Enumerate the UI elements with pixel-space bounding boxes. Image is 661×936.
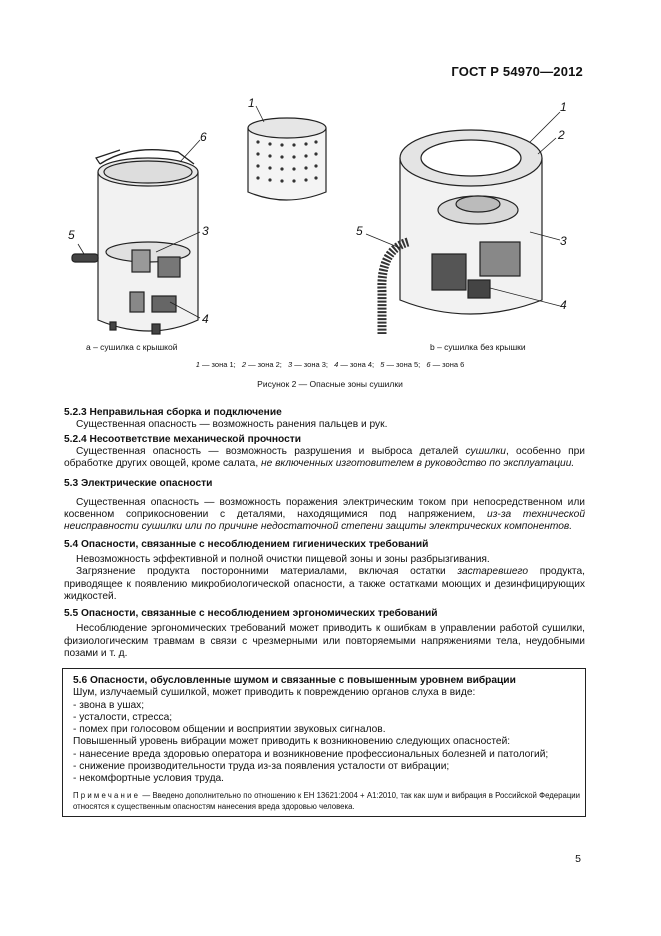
legend-item: 3 — зона 3; — [287, 360, 328, 369]
note-label: Примечание — [73, 790, 141, 800]
figure-title: Рисунок 2 — Опасные зоны сушилки — [257, 379, 403, 389]
section-5-6-title: 5.6 Опасности, обусловленные шумом и связанные с повышенным уровнем вибрации — [73, 675, 516, 686]
legend-item: 1 — зона 1; — [195, 360, 236, 369]
legend-item: 2 — зона 2; — [241, 360, 282, 369]
section-5-4-text-a: Невозможность эффективной и полной очистки пищевой зоны и зоны разбрызгивания. — [76, 553, 490, 565]
note — [73, 790, 580, 812]
note-text: — Введено дополнительно по отношению к ЕН 13621:2004 + А1:2010, так как шум и вибрация в Российской Федерации относятся к существенным опасностям нанесения вреда здоровью человека. — [73, 790, 580, 811]
section-5-3-text: Существенная опасность — возможность поражения электрическим током при непосредственном или косвенном соприкосновении с деталями, находящимися под напряжением, из-за технической неисправности сушилки или по причине недостаточной степени защиты электрических компонентов. — [64, 496, 585, 533]
label-1-drum: 1 — [248, 96, 255, 110]
label-4-a: 4 — [202, 312, 209, 326]
list-item: - помех при голосовом общении и восприятии звуковых сигналов. — [73, 724, 386, 736]
list-item: - звона в ушах; — [73, 699, 145, 711]
section-5-2-4-text: Существенная опасность — возможность разрушения и выброса деталей сушилки, особенно при обработке других овощей, кроме салата, не включенных изготовителем в руководство по эксплуатации. — [64, 445, 585, 470]
noise-intro: Шум, излучаемый сушилкой, может приводить к повреждению органов слуха в виде: — [73, 687, 476, 699]
legend-item: 4 — зона 4; — [334, 360, 375, 369]
main-text — [64, 405, 585, 660]
list-item: - усталости, стресса; — [73, 711, 173, 723]
label-6-a: 6 — [200, 130, 207, 144]
label-1-b: 1 — [560, 100, 567, 114]
section-5-2-3-text: Существенная опасность — возможность ранения пальцев и рук. — [76, 419, 388, 431]
figure-legend — [60, 360, 600, 369]
perforated-drum-drawing — [248, 106, 326, 200]
section-5-4-text-b: Загрязнение продукта посторонними материалами, включая остатки застаревшего продукта, приводящее к появлению микробиологической опасности, а также остатками моющих и дезинфицирующих жидкостей. — [64, 566, 585, 602]
label-3-a: 3 — [202, 224, 209, 238]
list-item: - нанесение вреда здоровью оператора и возникновение профессиональных болезней и патологий; — [73, 748, 549, 760]
section-5-4-title: 5.4 Опасности, связанные с несоблюдением гигиенических требований — [64, 538, 429, 550]
label-2-b: 2 — [558, 128, 565, 142]
list-item: - снижение производительности труда из-за появления усталости от вибрации; — [73, 761, 450, 773]
section-5-2-3-title: 5.2.3 Неправильная сборка и подключение — [64, 407, 282, 418]
section-5-3-title: 5.3 Электрические опасности — [64, 478, 213, 490]
section-5-5-title: 5.5 Опасности, связанные с несоблюдением эргономических требований — [64, 608, 438, 620]
section-5-6-box — [62, 668, 586, 817]
section-5-2-4-title: 5.2.4 Несоответствие механической прочности — [64, 433, 302, 445]
label-5-a: 5 — [68, 228, 75, 242]
dryer-with-lid-drawing — [72, 140, 200, 334]
caption-b: b – сушилка без крышки — [430, 342, 526, 352]
label-3-b: 3 — [560, 234, 567, 248]
label-5-b: 5 — [356, 224, 363, 238]
legend-item: 5 — зона 5; — [380, 360, 421, 369]
label-4-b: 4 — [560, 298, 567, 312]
dryer-without-lid-drawing — [366, 112, 560, 334]
legend-item: 6 — зона 6 — [426, 360, 465, 369]
figure-2 — [60, 92, 600, 392]
section-5-5-text: Несоблюдение эргономических требований может приводить к ошибкам в управлении работой сушилки, физиологическим травмам в связи с чрезмерными или повторяемыми напряжениями тела, неудобными позами и т. д. — [64, 623, 585, 660]
list-item: - некомфортные условия труда. — [73, 773, 225, 785]
caption-a: a – сушилка с крышкой — [86, 342, 178, 352]
document-id: ГОСТ Р 54970—2012 — [451, 64, 583, 79]
vibration-intro: Повышенный уровень вибрации может приводить к возникновению следующих опасностей: — [73, 736, 511, 748]
page-number: 5 — [575, 853, 581, 865]
dryer-illustration — [60, 92, 600, 352]
